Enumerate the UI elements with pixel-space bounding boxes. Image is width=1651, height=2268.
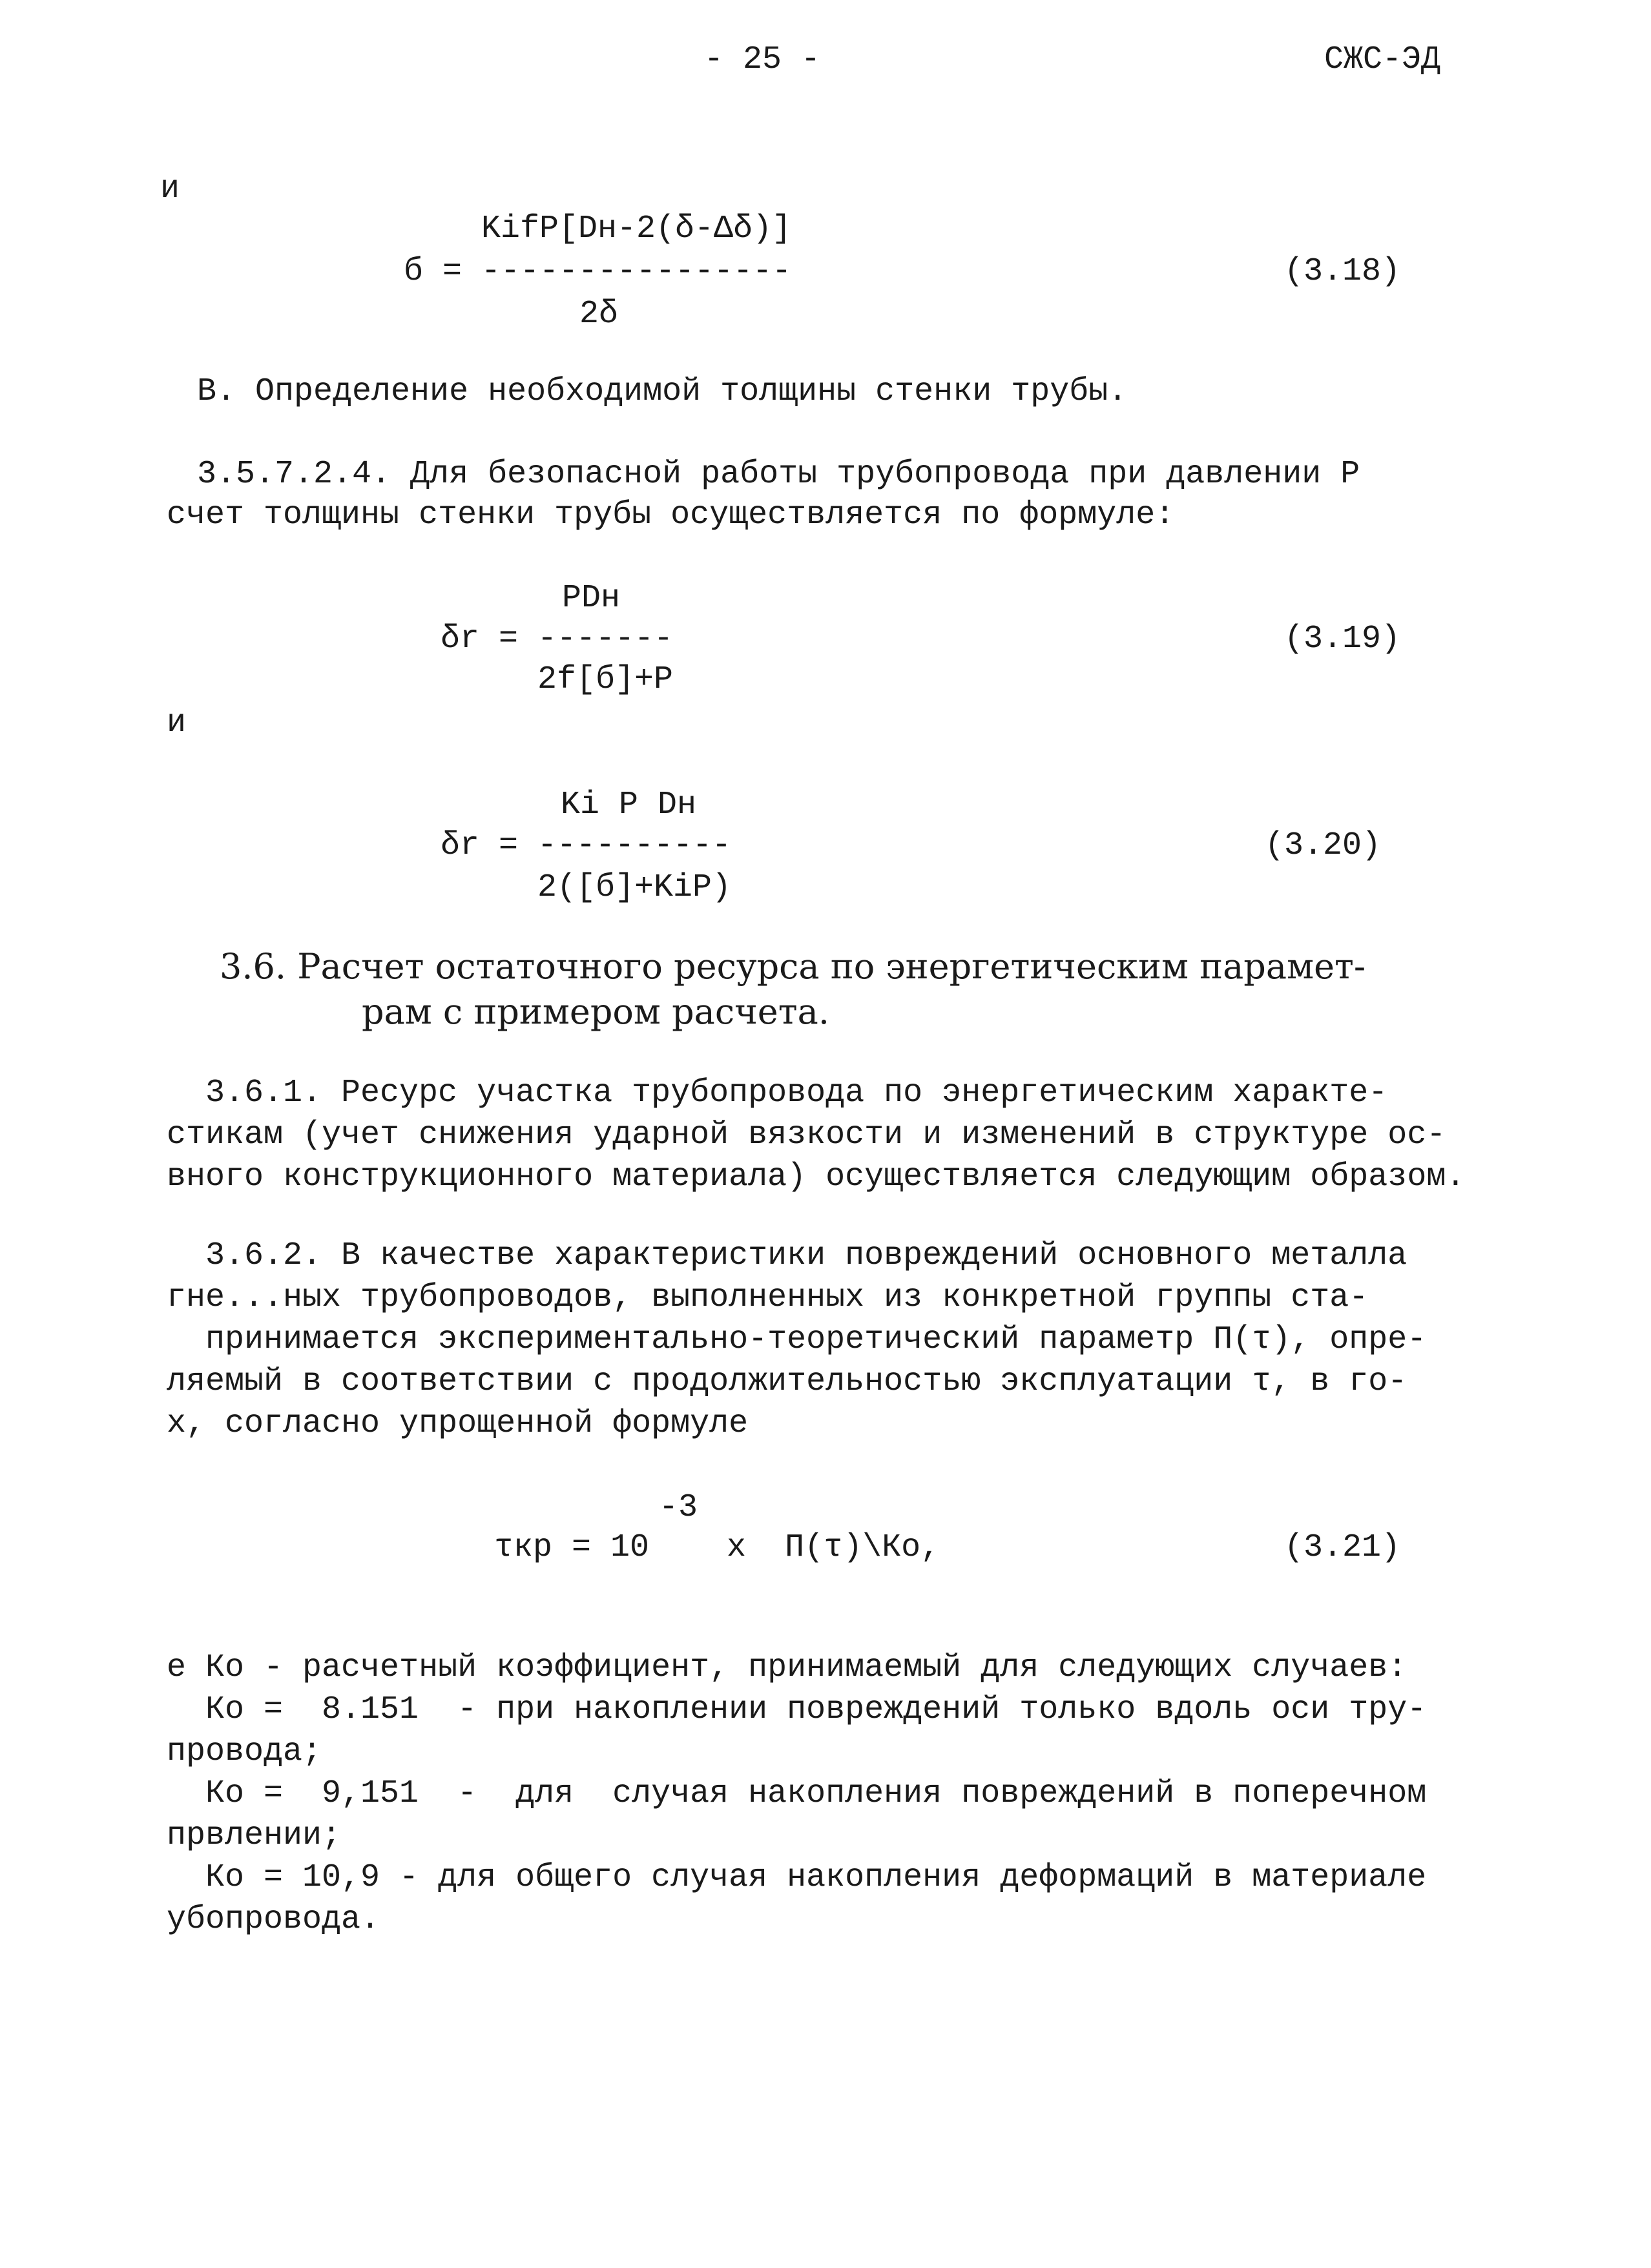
paragraph-text: х, согласно упрощенной формуле — [167, 1405, 749, 1442]
conjunction: и — [160, 170, 180, 207]
section-heading-3-6-cont: рам с примером расчета. — [362, 991, 829, 1032]
paragraph-text: 3.6.1. Ресурс участка трубопровода по энергетическим характе- — [205, 1075, 1388, 1111]
formula-3-20-numerator: Ki P Dн — [561, 787, 697, 823]
paragraph-text: гне...ных трубопроводов, выполненных из конкретной группы ста- — [167, 1279, 1369, 1316]
paragraph-text: вного конструкционного материала) осуществляется следующим образом. — [167, 1159, 1466, 1195]
formula-3-20-denominator: 2([б]+KiP) — [537, 869, 732, 906]
list-item-cont: убопровода. — [167, 1901, 380, 1938]
formula-3-20-lhs: δr = — [441, 827, 519, 864]
paragraph-text: принимается экспериментально-теоретический параметр П(τ), опре- — [205, 1321, 1427, 1358]
list-item-cont: провода; — [167, 1733, 322, 1770]
formula-3-18-denominator: 2δ — [579, 296, 619, 333]
paragraph-text: 3.5.7.2.4. Для безопасной работы трубопровода при давлении Р — [197, 456, 1360, 493]
paragraph-text: 3.6.2. В качестве характеристики повреждений основного металла — [205, 1237, 1407, 1274]
formula-3-18-lhs: б = — [404, 253, 462, 290]
formula-3-21-exponent: -3 — [659, 1489, 698, 1526]
paragraph-text: е Ко - расчетный коэффициент, принимаемый для следующих случаев: — [167, 1649, 1407, 1686]
document-code: СЖС-ЭД — [1324, 41, 1441, 78]
section-heading-b: В. Определение необходимой толщины стенки трубы. — [197, 373, 1128, 410]
page-number: - 25 - — [704, 41, 821, 78]
equation-number-3-20: (3.20) — [1265, 827, 1382, 864]
formula-3-18-numerator: KifP[Dн-2(δ-Δδ)] — [481, 211, 792, 247]
paragraph-text: счет толщины стенки трубы осуществляется по формуле: — [167, 497, 1175, 533]
formula-3-19-numerator: PDн — [562, 580, 621, 617]
formula-3-19-denominator: 2f[б]+P — [537, 661, 674, 698]
section-heading-3-6: 3.6. Расчет остаточного ресурса по энергетическим парамет- — [220, 946, 1366, 987]
formula-3-19-lhs: δr = — [441, 621, 519, 657]
list-item: Ко = 9,151 - для случая накопления повреждений в поперечном — [205, 1775, 1427, 1812]
equation-number-3-21: (3.21) — [1284, 1529, 1401, 1566]
list-item: Ко = 8.151 - при накоплении повреждений только вдоль оси тру- — [205, 1691, 1427, 1728]
formula-3-20-bar: ---------- — [537, 827, 732, 864]
equation-number-3-19: (3.19) — [1284, 621, 1401, 657]
paragraph-text: стикам (учет снижения ударной вязкости и изменений в структуре ос- — [167, 1117, 1446, 1153]
formula-3-19-bar: ------- — [537, 621, 674, 657]
formula-3-18-bar: ---------------- — [481, 253, 792, 290]
equation-number-3-18: (3.18) — [1284, 253, 1401, 290]
list-item-cont: првлении; — [167, 1817, 342, 1854]
list-item: Ко = 10,9 - для общего случая накопления деформаций в материале — [205, 1859, 1427, 1896]
paragraph-text: ляемый в соответствии с продолжительностью эксплуатации τ, в го- — [167, 1363, 1407, 1400]
conjunction: и — [167, 705, 187, 741]
formula-3-21: τкр = 10 x П(τ)\Ко, — [494, 1529, 940, 1566]
